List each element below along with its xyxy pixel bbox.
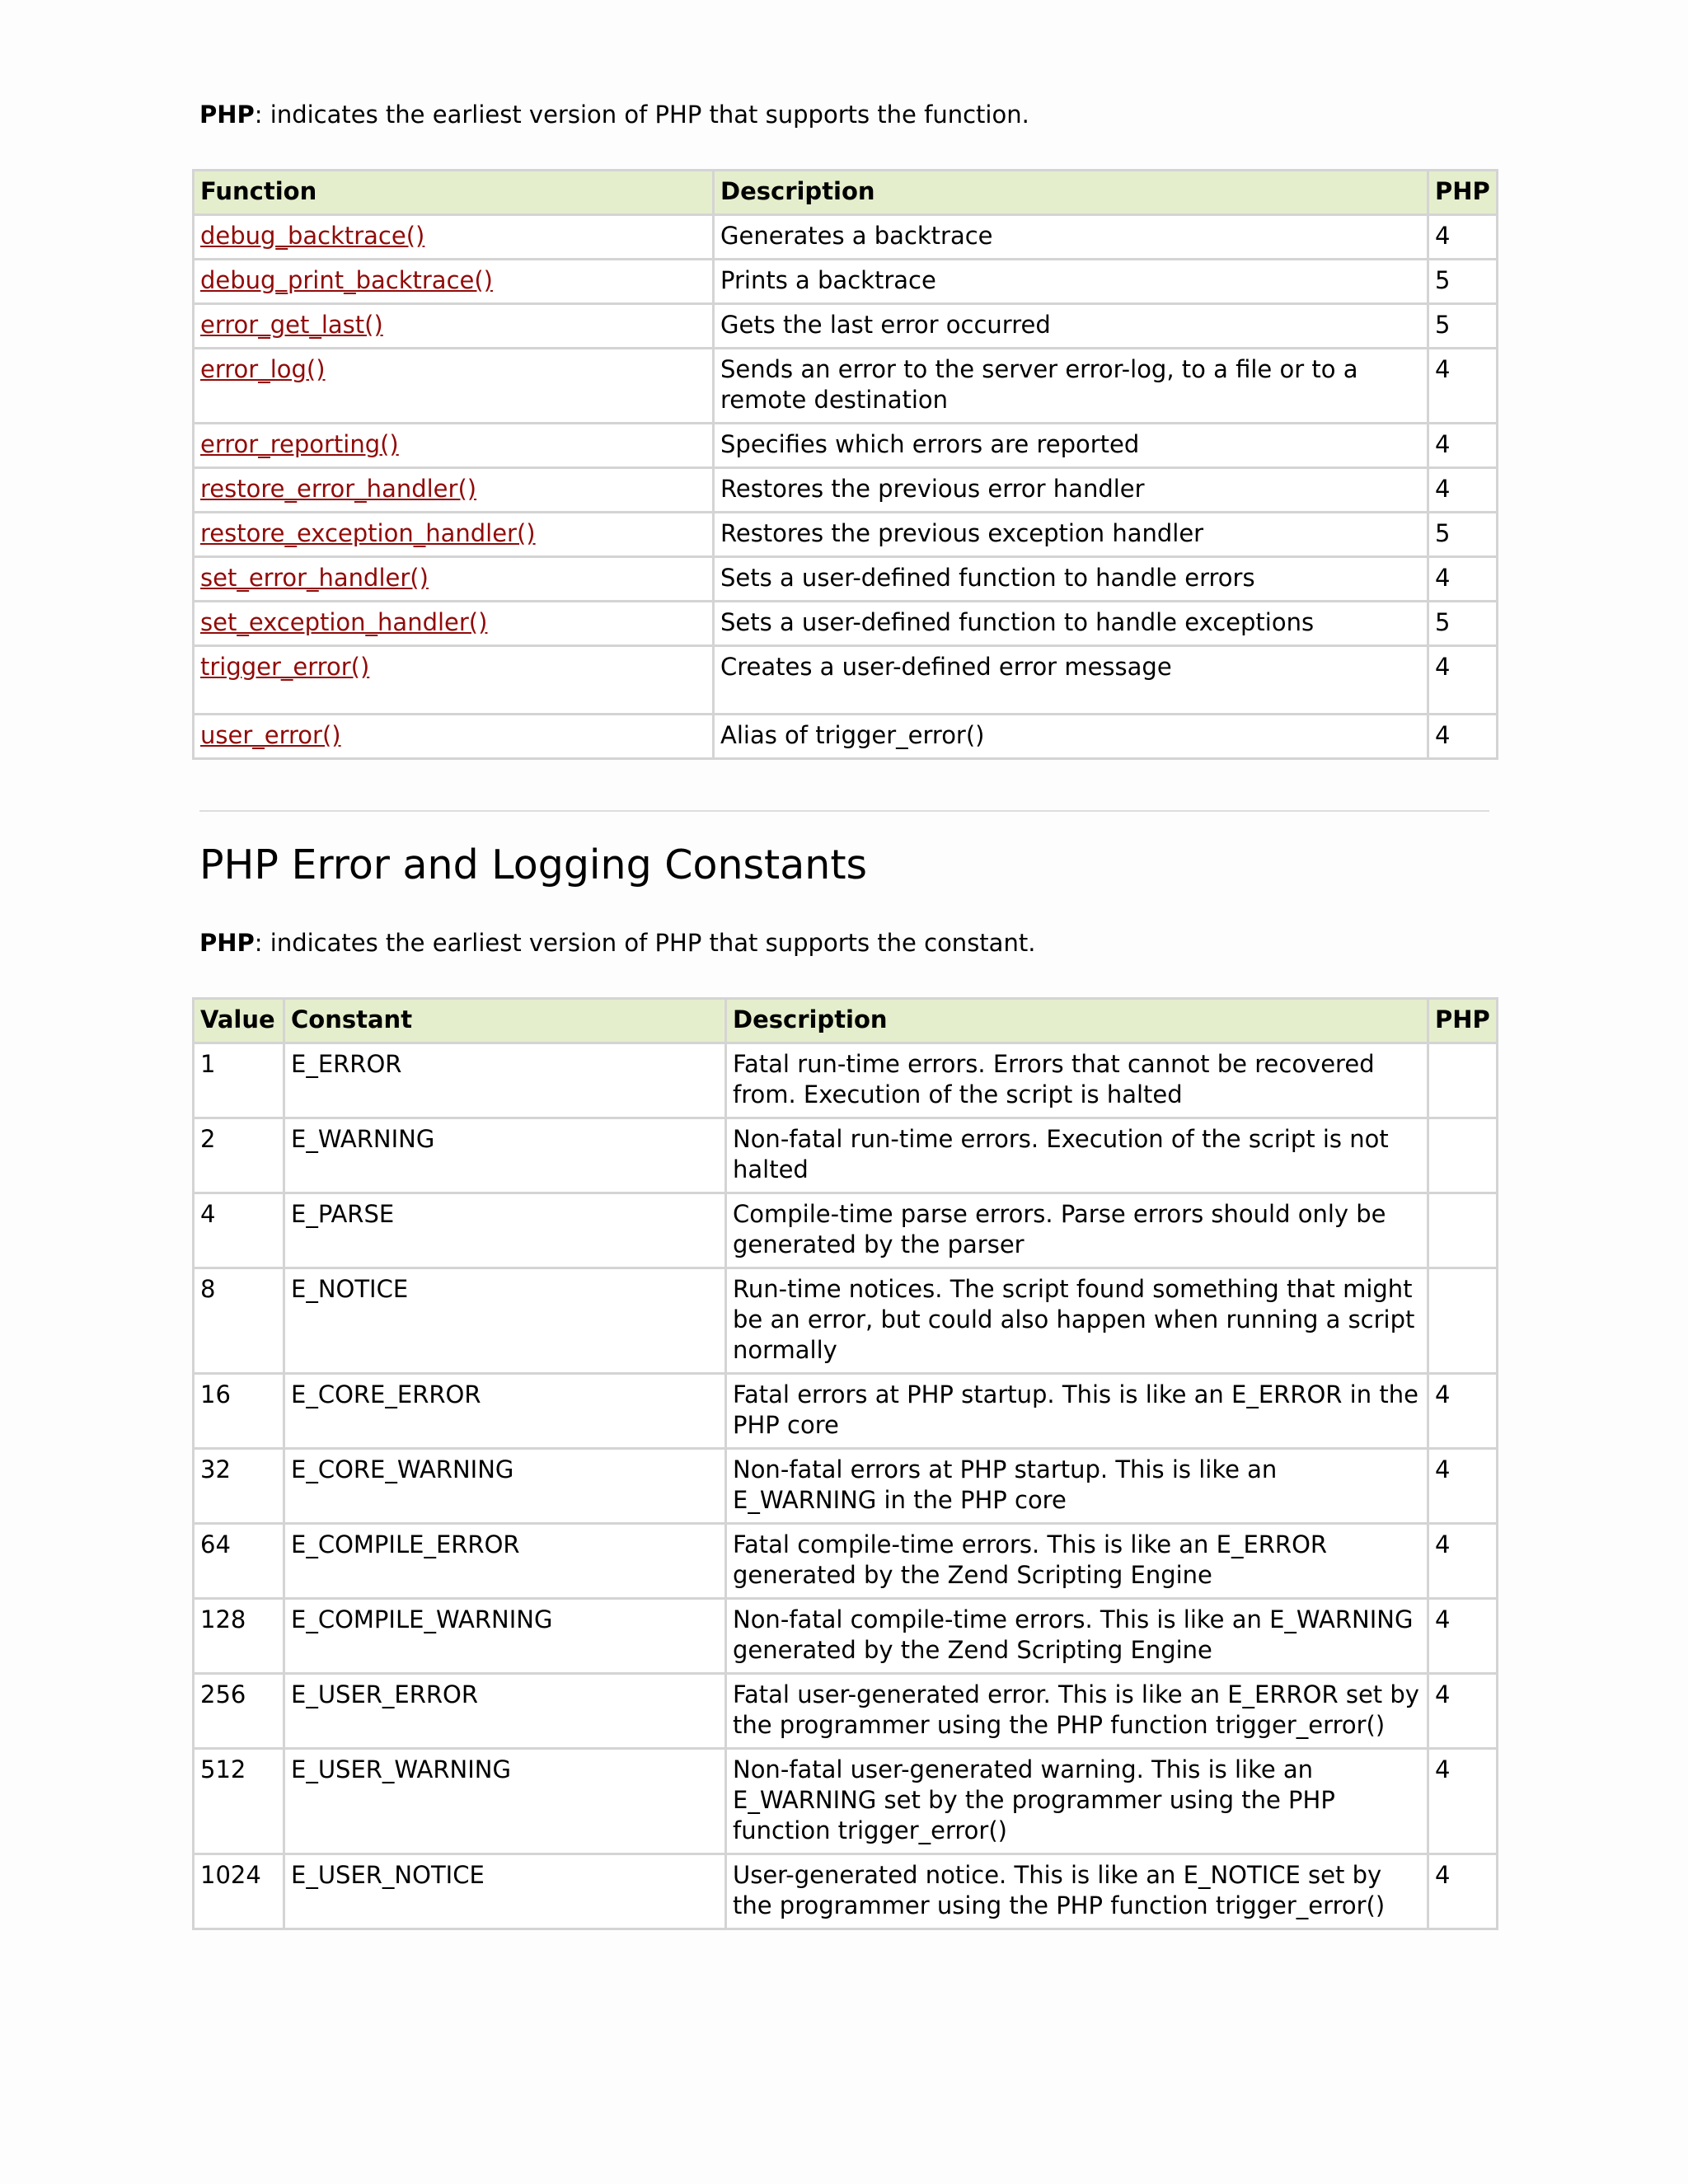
description-cell: Fatal errors at PHP startup. This is like an E_ERROR in the PHP core xyxy=(726,1374,1428,1449)
constant-cell: E_COMPILE_WARNING xyxy=(284,1599,726,1674)
header-description: Description xyxy=(726,999,1428,1043)
php-version-cell: 5 xyxy=(1428,602,1498,646)
constant-cell: E_USER_ERROR xyxy=(284,1674,726,1749)
php-version-cell: 5 xyxy=(1428,260,1498,304)
header-function: Function xyxy=(194,171,714,215)
php-version-cell: 4 xyxy=(1428,1749,1498,1854)
table-row xyxy=(194,1524,1498,1599)
functions-note xyxy=(199,100,1029,130)
table-row xyxy=(194,260,1498,304)
description-cell: Compile-time parse errors. Parse errors should only be generated by the parser xyxy=(726,1193,1428,1268)
value-cell: 1 xyxy=(194,1043,284,1118)
header-constant: Constant xyxy=(284,999,726,1043)
constant-cell: E_NOTICE xyxy=(284,1268,726,1374)
php-version-cell: 4 xyxy=(1428,424,1498,468)
description-cell: Restores the previous exception handler xyxy=(714,513,1428,557)
function-cell xyxy=(194,468,714,513)
value-cell: 32 xyxy=(194,1449,284,1524)
table-row xyxy=(194,424,1498,468)
description-cell: Non-fatal compile-time errors. This is like an E_WARNING generated by the Zend Scripting Engine xyxy=(726,1599,1428,1674)
description-cell: Fatal run-time errors. Errors that cannot be recovered from. Execution of the script is halted xyxy=(726,1043,1428,1118)
function-cell xyxy=(194,260,714,304)
description-cell: Run-time notices. The script found something that might be an error, but could also happen when running a script normally xyxy=(726,1268,1428,1374)
function-link[interactable]: set_error_handler() xyxy=(200,564,429,592)
description-cell: Specifies which errors are reported xyxy=(714,424,1428,468)
description-cell: Creates a user-defined error message xyxy=(714,646,1428,715)
description-cell: Sends an error to the server error-log, to a file or to a remote destination xyxy=(714,349,1428,424)
php-version-cell xyxy=(1428,1118,1498,1193)
table-row xyxy=(194,215,1498,260)
function-link[interactable]: error_reporting() xyxy=(200,430,399,458)
function-cell xyxy=(194,349,714,424)
table-header-row xyxy=(194,171,1498,215)
value-cell: 256 xyxy=(194,1674,284,1749)
table-row xyxy=(194,557,1498,602)
table-row xyxy=(194,1118,1498,1193)
note-text: : indicates the earliest version of PHP that supports the constant. xyxy=(254,929,1036,957)
table-row xyxy=(194,1374,1498,1449)
php-version-cell: 4 xyxy=(1428,646,1498,715)
php-version-cell: 4 xyxy=(1428,1674,1498,1749)
description-cell: Sets a user-defined function to handle exceptions xyxy=(714,602,1428,646)
header-value: Value xyxy=(194,999,284,1043)
constant-cell: E_USER_NOTICE xyxy=(284,1854,726,1929)
function-link[interactable]: error_log() xyxy=(200,355,326,383)
table-row xyxy=(194,1749,1498,1854)
table-row xyxy=(194,715,1498,759)
constant-cell: E_WARNING xyxy=(284,1118,726,1193)
table-row xyxy=(194,602,1498,646)
functions-table xyxy=(192,169,1498,760)
php-version-cell: 4 xyxy=(1428,1599,1498,1674)
function-link[interactable]: set_exception_handler() xyxy=(200,608,488,636)
section-heading: PHP Error and Logging Constants xyxy=(199,841,868,888)
table-row xyxy=(194,304,1498,349)
value-cell: 512 xyxy=(194,1749,284,1854)
value-cell: 128 xyxy=(194,1599,284,1674)
php-version-cell: 4 xyxy=(1428,715,1498,759)
note-text: : indicates the earliest version of PHP that supports the function. xyxy=(254,101,1029,129)
php-version-cell: 4 xyxy=(1428,1524,1498,1599)
table-header-row xyxy=(194,999,1498,1043)
php-version-cell xyxy=(1428,1193,1498,1268)
function-link[interactable]: restore_exception_handler() xyxy=(200,519,536,547)
table-row xyxy=(194,1674,1498,1749)
table-row xyxy=(194,646,1498,715)
value-cell: 16 xyxy=(194,1374,284,1449)
constants-note xyxy=(199,928,1035,958)
function-link[interactable]: error_get_last() xyxy=(200,311,383,339)
value-cell: 1024 xyxy=(194,1854,284,1929)
header-description: Description xyxy=(714,171,1428,215)
function-cell xyxy=(194,715,714,759)
php-version-cell: 4 xyxy=(1428,1449,1498,1524)
php-version-cell xyxy=(1428,1268,1498,1374)
table-row xyxy=(194,349,1498,424)
note-label: PHP xyxy=(199,929,255,957)
table-row xyxy=(194,1043,1498,1118)
header-php: PHP xyxy=(1428,999,1498,1043)
function-link[interactable]: restore_error_handler() xyxy=(200,475,477,503)
constant-cell: E_USER_WARNING xyxy=(284,1749,726,1854)
header-php: PHP xyxy=(1428,171,1498,215)
note-label: PHP xyxy=(199,101,255,129)
function-cell xyxy=(194,602,714,646)
constants-table xyxy=(192,997,1498,1930)
php-version-cell: 5 xyxy=(1428,513,1498,557)
function-cell xyxy=(194,513,714,557)
function-link[interactable]: debug_print_backtrace() xyxy=(200,266,493,294)
value-cell: 2 xyxy=(194,1118,284,1193)
description-cell: Prints a backtrace xyxy=(714,260,1428,304)
table-row xyxy=(194,1854,1498,1929)
description-cell: Alias of trigger_error() xyxy=(714,715,1428,759)
function-link[interactable]: user_error() xyxy=(200,721,341,749)
php-version-cell: 4 xyxy=(1428,215,1498,260)
description-cell: Fatal compile-time errors. This is like an E_ERROR generated by the Zend Scripting Engine xyxy=(726,1524,1428,1599)
value-cell: 64 xyxy=(194,1524,284,1599)
function-cell xyxy=(194,215,714,260)
description-cell: Non-fatal errors at PHP startup. This is like an E_WARNING in the PHP core xyxy=(726,1449,1428,1524)
description-cell: Restores the previous error handler xyxy=(714,468,1428,513)
php-version-cell xyxy=(1428,1043,1498,1118)
constant-cell: E_PARSE xyxy=(284,1193,726,1268)
function-cell xyxy=(194,424,714,468)
description-cell: Non-fatal run-time errors. Execution of the script is not halted xyxy=(726,1118,1428,1193)
function-link[interactable]: trigger_error() xyxy=(200,653,370,681)
divider xyxy=(199,810,1489,812)
description-cell: Non-fatal user-generated warning. This is like an E_WARNING set by the programmer using the PHP function trigger_error() xyxy=(726,1749,1428,1854)
table-row xyxy=(194,1193,1498,1268)
constant-cell: E_CORE_ERROR xyxy=(284,1374,726,1449)
constant-cell: E_ERROR xyxy=(284,1043,726,1118)
table-row xyxy=(194,1268,1498,1374)
description-cell: Generates a backtrace xyxy=(714,215,1428,260)
php-version-cell: 4 xyxy=(1428,1854,1498,1929)
php-version-cell: 4 xyxy=(1428,1374,1498,1449)
description-cell: Sets a user-defined function to handle errors xyxy=(714,557,1428,602)
table-row xyxy=(194,1599,1498,1674)
function-cell xyxy=(194,304,714,349)
constant-cell: E_COMPILE_ERROR xyxy=(284,1524,726,1599)
php-version-cell: 4 xyxy=(1428,468,1498,513)
php-version-cell: 4 xyxy=(1428,349,1498,424)
constant-cell: E_CORE_WARNING xyxy=(284,1449,726,1524)
description-cell: Gets the last error occurred xyxy=(714,304,1428,349)
function-link[interactable]: debug_backtrace() xyxy=(200,222,425,250)
function-cell xyxy=(194,557,714,602)
php-version-cell: 4 xyxy=(1428,557,1498,602)
value-cell: 4 xyxy=(194,1193,284,1268)
table-row xyxy=(194,468,1498,513)
function-cell xyxy=(194,646,714,715)
description-cell: User-generated notice. This is like an E_NOTICE set by the programmer using the PHP function trigger_error() xyxy=(726,1854,1428,1929)
table-row xyxy=(194,513,1498,557)
php-version-cell: 5 xyxy=(1428,304,1498,349)
value-cell: 8 xyxy=(194,1268,284,1374)
description-cell: Fatal user-generated error. This is like an E_ERROR set by the programmer using the PHP function trigger_error() xyxy=(726,1674,1428,1749)
table-row xyxy=(194,1449,1498,1524)
